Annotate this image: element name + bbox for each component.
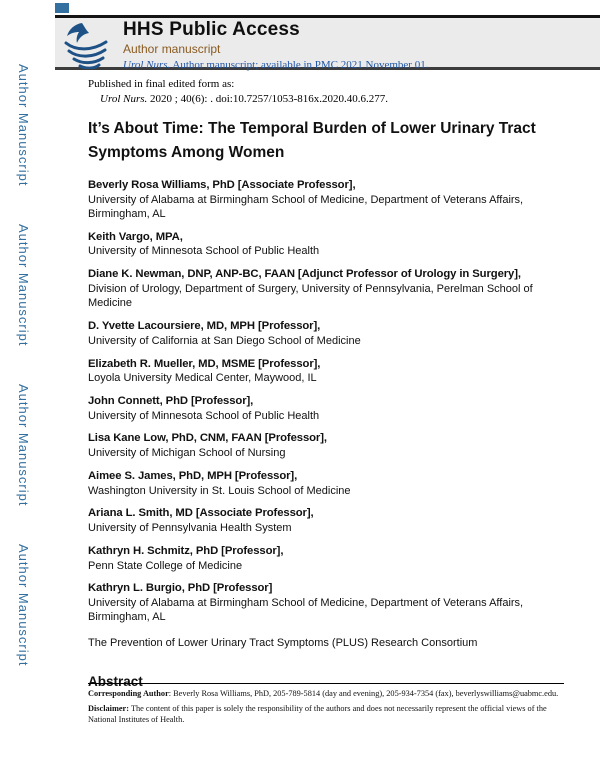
footnotes	[88, 683, 564, 729]
citation-journal-name: Urol Nurs.	[123, 59, 171, 72]
author-entry-10	[88, 544, 566, 573]
sidebar-watermark-2: Author Manuscript	[16, 224, 31, 347]
author-affiliation: University of Minnesota School of Public Health	[88, 409, 320, 422]
published-journal-name: Urol Nurs.	[100, 92, 148, 105]
hhs-header	[55, 15, 600, 70]
header-citation	[123, 59, 428, 71]
author-affiliation: Washington University in St. Louis School of Medicine	[88, 484, 351, 497]
sidebar-watermark-1: Author Manuscript	[16, 64, 31, 187]
author-entry-3	[88, 267, 566, 310]
author-affiliation: Division of Urology, Department of Surgery, University of Pennsylvania, Perelman School of Medicine	[88, 282, 533, 310]
author-name: Ariana L. Smith, MD [Associate Professor],	[88, 507, 314, 520]
author-affiliation: University of Pennsylvania Health System	[88, 522, 292, 535]
author-entry-11	[88, 581, 566, 624]
header-text-block	[123, 20, 428, 71]
author-name: Aimee S. James, PhD, MPH [Professor],	[88, 469, 298, 482]
author-affiliation: Penn State College of Medicine	[88, 559, 243, 572]
footnote-divider	[88, 683, 564, 684]
author-affiliation: University of California at San Diego School of Medicine	[88, 334, 361, 347]
page-corner-mark	[55, 3, 69, 13]
author-entry-9	[88, 506, 566, 535]
hhs-eagle-logo-icon	[61, 20, 123, 74]
published-citation-rest: 2020 ; 40(6): . doi:10.7257/1053-816x.2020.40.6.277.	[147, 92, 389, 105]
author-name: John Connett, PhD [Professor],	[88, 394, 254, 407]
citation-availability: Author manuscript; available in PMC 2021 November 01.	[170, 59, 429, 72]
author-name: Beverly Rosa Williams, PhD [Associate Professor],	[88, 179, 356, 192]
author-entry-1	[88, 178, 566, 221]
author-entry-5	[88, 357, 566, 386]
article-title: It’s About Time: The Temporal Burden of Lower Urinary Tract Symptoms Among Women	[88, 120, 536, 162]
published-intro: Published in final edited form as:	[88, 78, 235, 90]
author-affiliation: University of Minnesota School of Public Health	[88, 245, 320, 258]
author-affiliation: University of Michigan School of Nursing	[88, 447, 286, 460]
header-subtitle: Author manuscript	[123, 41, 221, 56]
disclaimer-label: Disclaimer:	[88, 703, 130, 713]
corresponding-author-label: Corresponding Author	[88, 689, 169, 698]
author-name: Kathryn H. Schmitz, PhD [Professor],	[88, 544, 284, 557]
author-name: Diane K. Newman, DNP, ANP-BC, FAAN [Adjunct Professor of Urology in Surgery],	[88, 268, 521, 281]
article-content	[88, 117, 566, 689]
corresponding-author-note	[88, 688, 564, 700]
sidebar-watermark-3: Author Manuscript	[16, 384, 31, 507]
author-name: Lisa Kane Low, PhD, CNM, FAAN [Professor],	[88, 432, 327, 445]
abstract-heading: Abstract	[88, 673, 143, 689]
disclaimer-text: The content of this paper is solely the responsibility of the authors and does not necessarily represent the official views of the National Institutes of Health.	[88, 703, 547, 725]
author-affiliation: Loyola University Medical Center, Maywood, IL	[88, 372, 317, 385]
published-as-block	[88, 77, 568, 107]
author-name: Elizabeth R. Mueller, MD, MSME [Professor],	[88, 357, 321, 370]
author-entry-6	[88, 394, 566, 423]
author-entry-4	[88, 319, 566, 348]
author-affiliation: University of Alabama at Birmingham School of Medicine, Department of Veterans Affairs, Birmingham, AL	[88, 193, 524, 220]
sidebar-watermark-4: Author Manuscript	[16, 544, 31, 667]
author-name: D. Yvette Lacoursiere, MD, MPH [Professor],	[88, 320, 321, 333]
author-entry-8	[88, 469, 566, 498]
author-affiliation: University of Alabama at Birmingham School of Medicine, Department of Veterans Affairs, Birmingham, AL	[88, 596, 524, 624]
research-consortium-line: The Prevention of Lower Urinary Tract Symptoms (PLUS) Research Consortium	[88, 636, 478, 649]
author-entry-2	[88, 230, 566, 259]
published-citation	[100, 92, 568, 107]
disclaimer-note	[88, 703, 564, 726]
corresponding-author-text: : Beverly Rosa Williams, PhD, 205-789-5814 (day and evening), 205-934-7354 (fax), beverlyswilliams@uabmc.edu.	[168, 689, 559, 698]
header-title: HHS Public Access	[123, 19, 300, 40]
author-name: Keith Vargo, MPA,	[88, 230, 183, 243]
author-name: Kathryn L. Burgio, PhD [Professor]	[88, 582, 273, 595]
author-entry-7	[88, 431, 566, 460]
